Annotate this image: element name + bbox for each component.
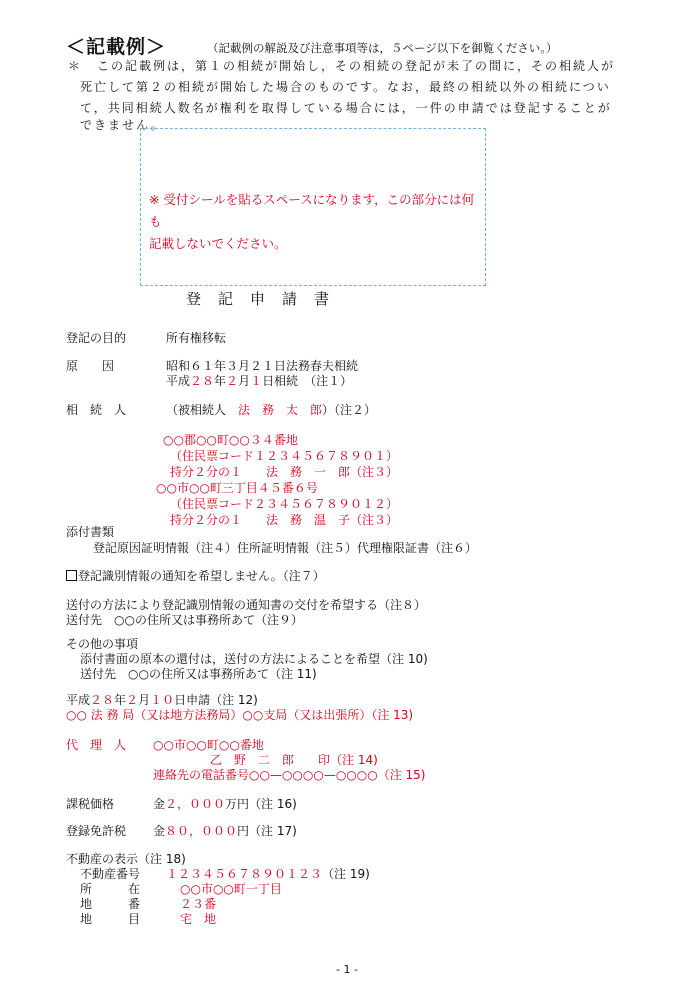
notice-option: 登記識別情報の通知を希望しません。（注７） (66, 568, 325, 584)
registry-office: ○○ 法 務 局（又は地方法務局）○○支局（又は出張所）（注 13) (66, 708, 414, 722)
agent-phone: 連絡先の電話番号○○—○○○○—○○○○（注 15) (153, 768, 426, 782)
property-number-label: 不動産番号 (80, 867, 141, 881)
agent-label: 代 理 人 (66, 738, 127, 752)
location-label: 所 在 (80, 882, 141, 896)
location-value: ○○市○○町一丁目 (180, 882, 282, 896)
property-label: 不動産の表示（注 18) (66, 852, 186, 866)
heir-share-1: 持分２分の１ 法 務 一 郎（注３） (170, 465, 399, 479)
reception-seal-box (140, 128, 486, 286)
heir-share-2: 持分２分の１ 法 務 温 子（注３） (170, 513, 399, 527)
bullet-mark: ＊ (68, 59, 83, 73)
agent-address: ○○市○○町○○番地 (153, 738, 264, 752)
document-title: 登記申請書 (186, 290, 347, 308)
tax-value: 金２，０００万円（注 16) (153, 797, 297, 811)
license-tax-label: 登録免許税 (66, 824, 127, 838)
application-date: 平成２８年２月１０日申請（注 12) (66, 693, 258, 707)
category-value: 宅 地 (180, 912, 217, 926)
tax-value-label: 課税価格 (66, 797, 115, 811)
other-label: その他の事項 (66, 637, 139, 651)
attachments-value: 登記原因証明情報（注４）住所証明情報（注５）代理権限証書（注６） (93, 541, 478, 555)
seal-note-line-1: ※ 受付シールを貼るスペースになります，この部分には何も (149, 192, 475, 229)
delivery-line-1: 送付の方法により登記識別情報の通知書の交付を希望する（注８） (66, 598, 427, 612)
heir-resident-code-2: （住民票コード２３４５６７８９０１２） (170, 497, 399, 511)
guide-note: （記載例の解説及び注意事項等は，５ページ以下を御覧ください。） (207, 41, 558, 55)
page-number: - 1 - (336, 963, 358, 976)
attachments-label: 添付書類 (66, 525, 115, 539)
cause-line-2: 平成２８年２月１日相続 （注１） (166, 374, 353, 388)
seal-box-note (149, 189, 485, 255)
intro-line-2: 死亡して第２の相続が開始した場合のものです。なお，最終の相続以外の相続につい (80, 80, 611, 94)
heir-address-2: ○○市○○町三丁目４５番６号 (156, 481, 318, 495)
lot-value: ２３番 (180, 897, 217, 911)
heir-address-1: ○○郡○○町○○３４番地 (163, 433, 298, 447)
heir-label: 相 続 人 (66, 403, 127, 417)
category-label: 地 目 (80, 912, 141, 926)
heir-resident-code-1: （住民票コード１２３４５６７８９０１） (170, 449, 399, 463)
purpose-value: 所有権移転 (166, 331, 227, 345)
example-title: ＜記載例＞ (66, 36, 167, 58)
license-tax: 金８０，０００円（注 17) (153, 824, 297, 838)
intro-line-4: できません。 (80, 118, 165, 132)
seal-note-line-2: 記載しないでください。 (149, 236, 287, 251)
purpose-label: 登記の目的 (66, 331, 127, 345)
intro-line-1: この記載例は，第１の相続が開始し，その相続の登記が未了の間に，その相続人が (97, 59, 616, 73)
notice-checkbox[interactable] (66, 570, 77, 581)
cause-line-1: 昭和６１年３月２１日法務春夫相続 (166, 359, 359, 373)
intro-line-3: て，共同相続人数名が権利を取得している場合には，一件の申請では登記することが (80, 101, 612, 115)
deceased-line: （被相続人 法 務 太 郎）（注２） (166, 403, 377, 417)
property-number: １２３４５６７８９０１２３（注 19) (166, 867, 370, 881)
other-line-1: 添付書面の原本の還付は，送付の方法によることを希望（注 10) (80, 652, 428, 666)
delivery-line-2: 送付先 ○○の住所又は事務所あて（注９） (66, 613, 303, 627)
lot-label: 地 番 (80, 897, 141, 911)
cause-label: 原 因 (66, 359, 115, 373)
other-line-2: 送付先 ○○の住所又は事務所あて（注 11) (80, 667, 317, 681)
agent-name: 乙 野 二 郎 印（注 14) (210, 753, 378, 767)
